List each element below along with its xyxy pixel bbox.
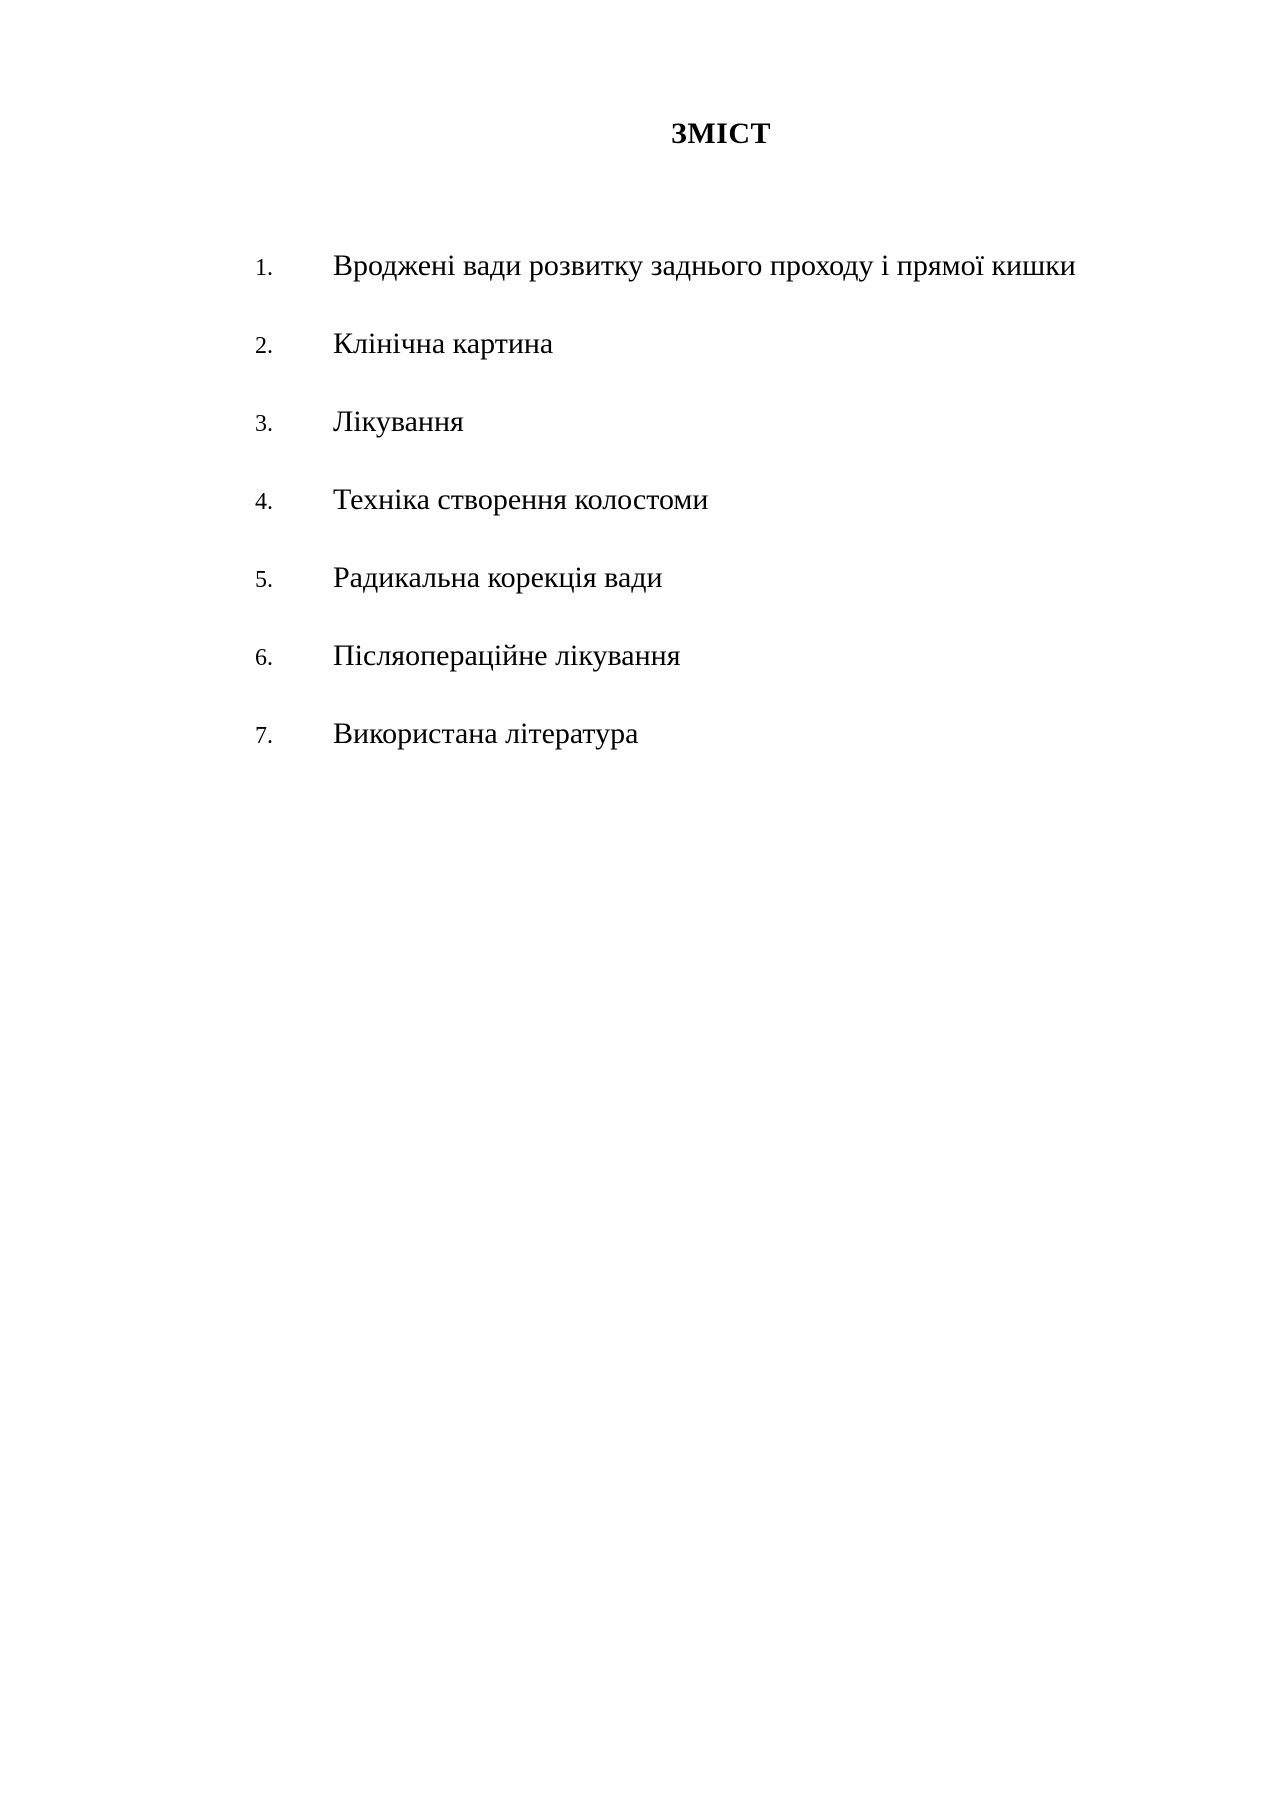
toc-item-number: 3. (255, 411, 273, 437)
toc-item-number: 4. (255, 489, 273, 515)
toc-item-label: Вроджені вади розвитку заднього проходу і прямої кишки (333, 249, 1076, 282)
toc-item (0, 718, 1280, 755)
toc-list (0, 250, 1280, 796)
toc-item-number: 7. (255, 723, 273, 749)
toc-item-label: Клінічна картина (333, 327, 554, 360)
toc-item-label: Використана література (333, 717, 639, 750)
toc-item-number: 2. (255, 333, 273, 359)
toc-item-label: Лікування (333, 405, 464, 438)
toc-item (0, 328, 1280, 365)
toc-item-number: 5. (255, 567, 273, 593)
toc-item (0, 250, 1280, 287)
toc-item (0, 562, 1280, 599)
toc-item-label: Техніка створення колостоми (333, 483, 709, 516)
toc-item-label: Післяопераційне лікування (333, 639, 681, 672)
toc-item-number: 6. (255, 645, 273, 671)
page-title: ЗМІСТ (671, 117, 771, 150)
toc-item (0, 640, 1280, 677)
toc-item (0, 406, 1280, 443)
toc-item-number: 1. (255, 255, 273, 281)
toc-item (0, 484, 1280, 521)
toc-item-label: Радикальна корекція вади (333, 561, 663, 594)
